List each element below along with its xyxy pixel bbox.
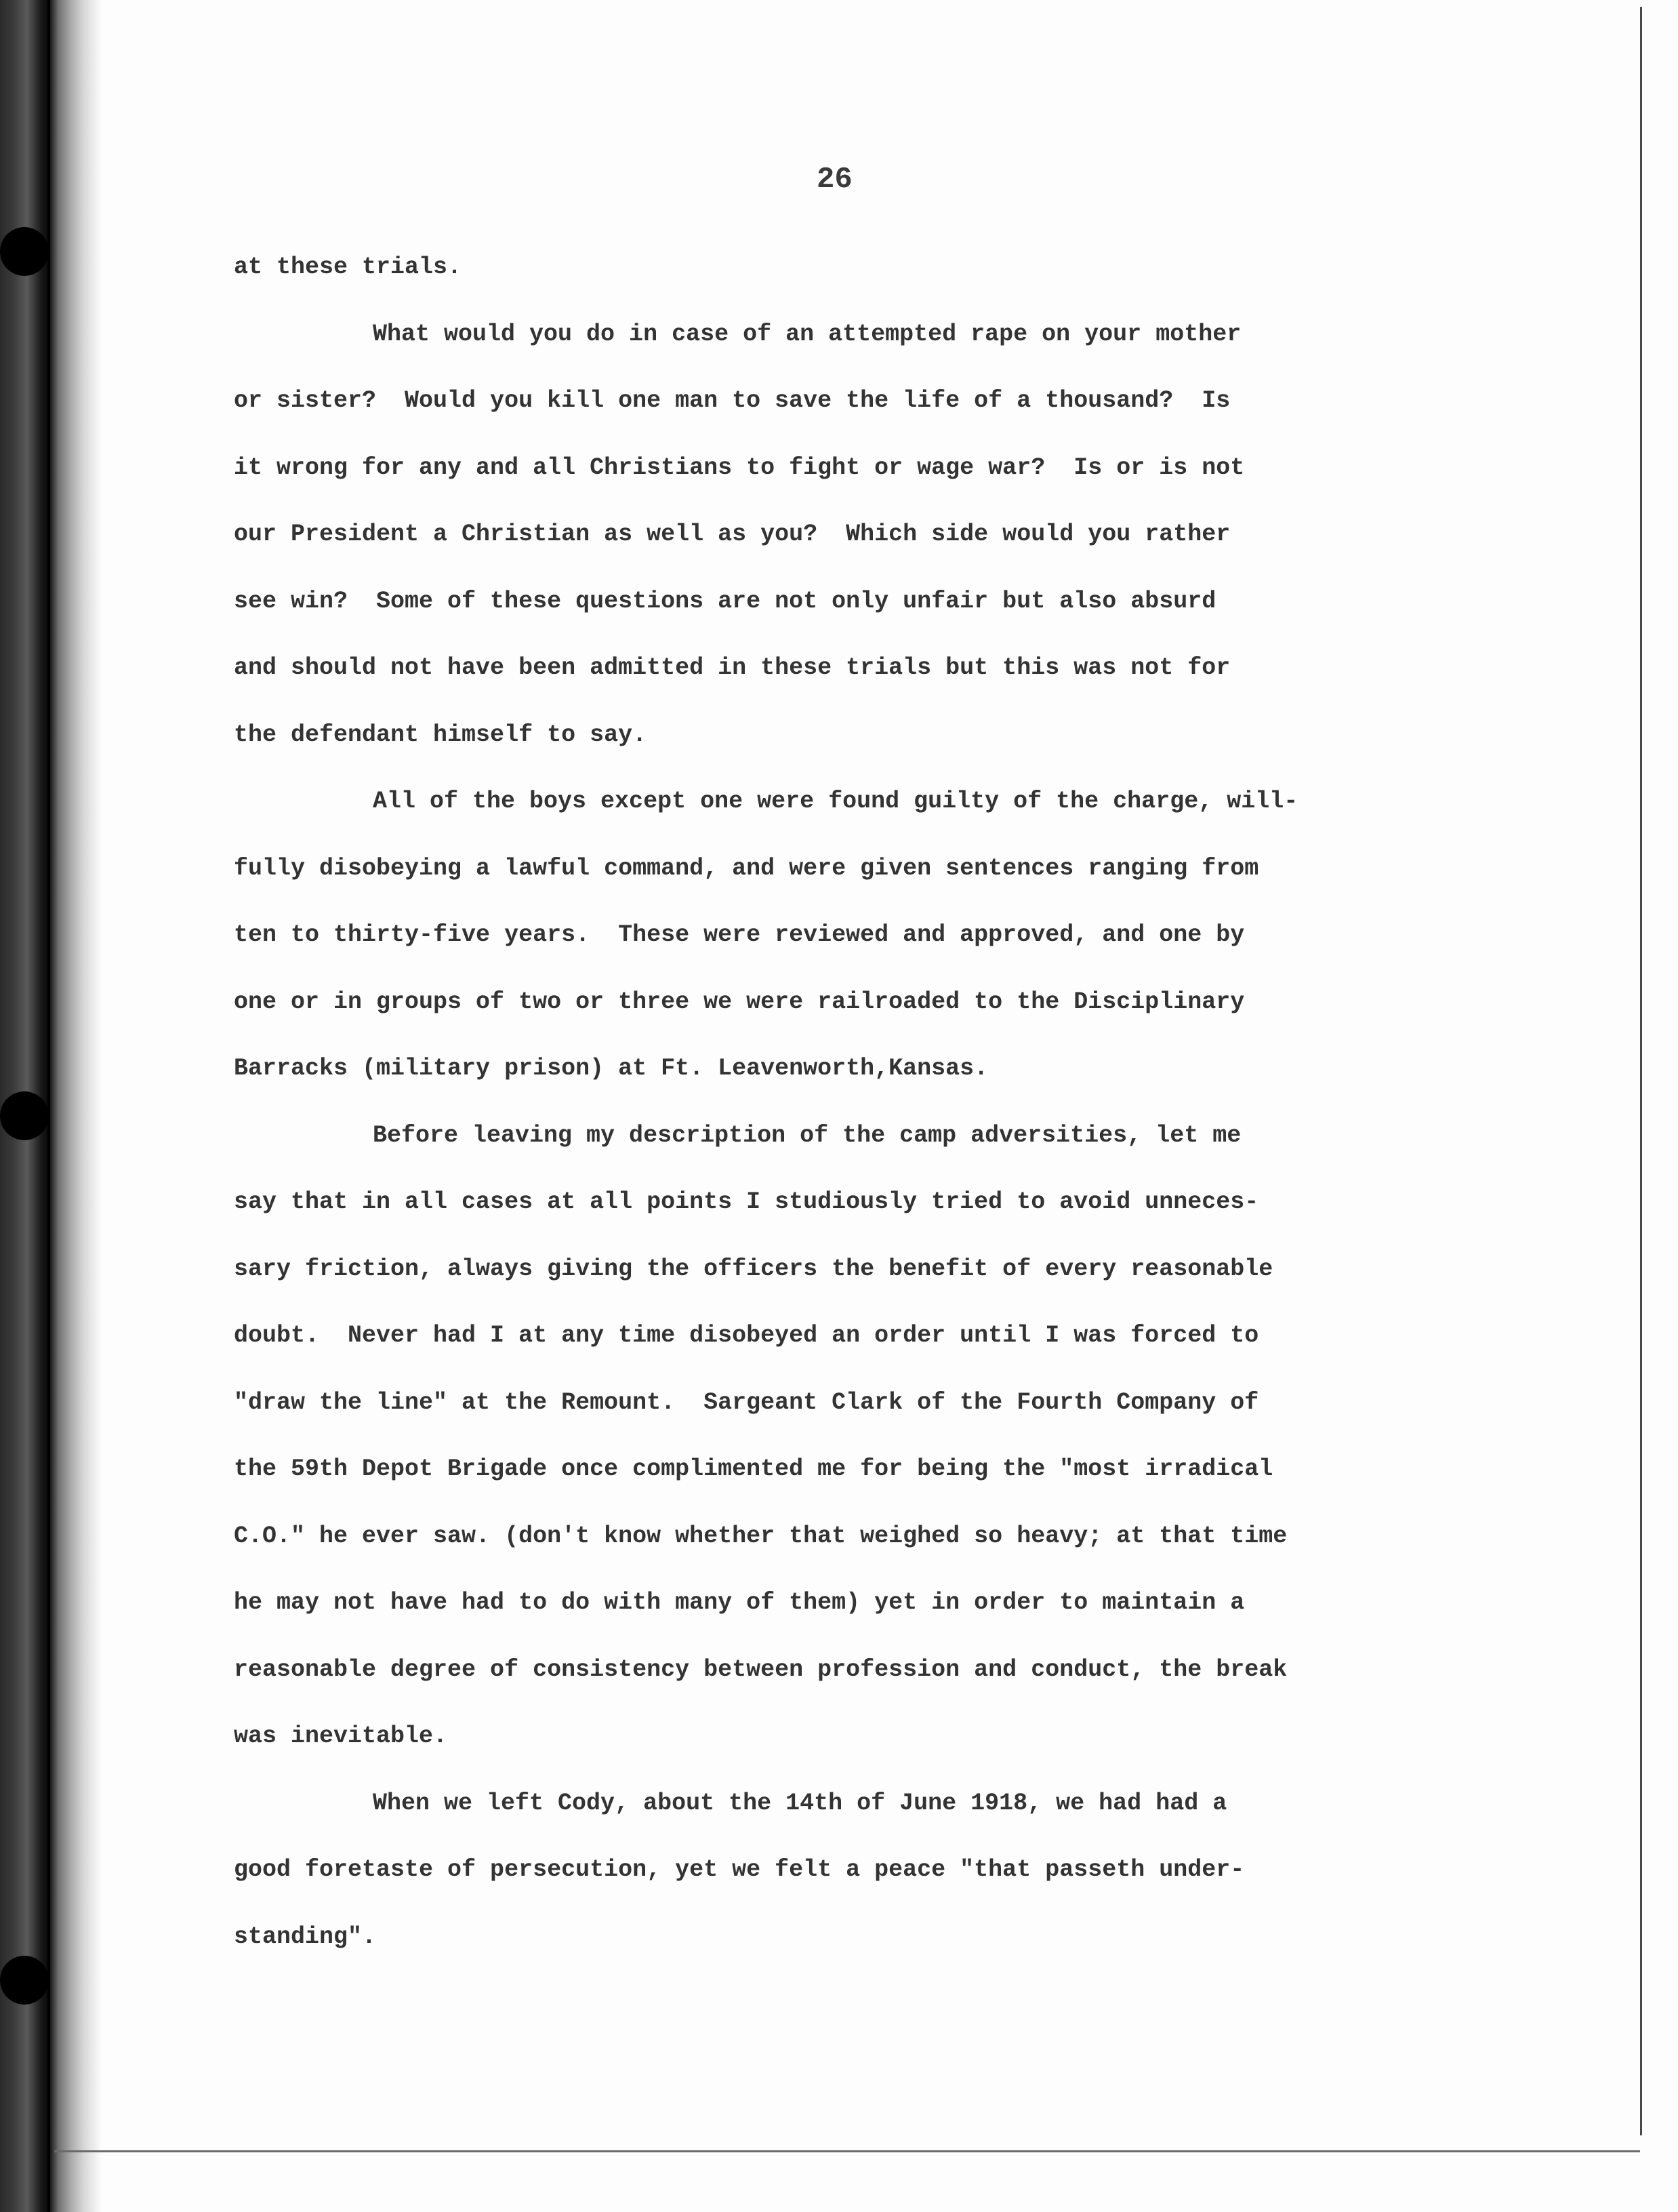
right-margin-rule bbox=[1640, 7, 1642, 2135]
text-line: sary friction, always giving the officers the benefit of every reasonable bbox=[234, 1255, 1273, 1283]
text-line: All of the boys except one were found guilty of the charge, will- bbox=[373, 788, 1298, 815]
text-line: reasonable degree of consistency between profession and conduct, the break bbox=[234, 1655, 1288, 1683]
text-line: fully disobeying a lawful command, and were given sentences ranging from bbox=[234, 854, 1259, 882]
text-line: he may not have had to do with many of them) yet in order to maintain a bbox=[234, 1589, 1245, 1616]
text-line: What would you do in case of an attempted rape on your mother bbox=[373, 320, 1242, 348]
text-line: or sister? Would you kill one man to save the life of a thousand? Is bbox=[234, 387, 1231, 414]
text-line: it wrong for any and all Christians to fight or wage war? Is or is not bbox=[234, 454, 1245, 481]
text-line: Barracks (military prison) at Ft. Leavenworth,Kansas. bbox=[234, 1055, 989, 1082]
text-line: was inevitable. bbox=[234, 1723, 448, 1750]
punch-hole-middle bbox=[0, 1091, 49, 1140]
text-line: our President a Christian as well as you? Which side would you rather bbox=[234, 521, 1231, 548]
text-line: When we left Cody, about the 14th of June 1918, we had had a bbox=[373, 1789, 1227, 1817]
bottom-margin-rule bbox=[54, 2150, 1640, 2152]
text-line: and should not have been admitted in these trials but this was not for bbox=[234, 654, 1231, 681]
text-line: "draw the line" at the Remount. Sargeant Clark of the Fourth Company of bbox=[234, 1388, 1259, 1416]
text-line: ten to thirty-five years. These were reviewed and approved, and one by bbox=[234, 921, 1245, 948]
text-line: the defendant himself to say. bbox=[234, 721, 647, 748]
text-line: Before leaving my description of the camp adversities, let me bbox=[373, 1121, 1242, 1149]
text-line: see win? Some of these questions are not only unfair but also absurd bbox=[234, 587, 1216, 615]
text-line: C.O." he ever saw. (don't know whether that weighed so heavy; at that time bbox=[234, 1522, 1288, 1550]
text-line: good foretaste of persecution, yet we felt a peace "that passeth under- bbox=[234, 1856, 1245, 1883]
text-line: say that in all cases at all points I studiously tried to avoid unneces- bbox=[234, 1188, 1259, 1215]
punch-hole-bottom bbox=[0, 1956, 49, 2005]
punch-hole-top bbox=[0, 227, 49, 276]
text-line: one or in groups of two or three we were railroaded to the Disciplinary bbox=[234, 988, 1245, 1015]
text-line: the 59th Depot Brigade once complimented me for being the "most irradical bbox=[234, 1455, 1273, 1483]
page-number: 26 bbox=[817, 163, 853, 197]
text-line: at these trials. bbox=[234, 254, 462, 281]
text-line: standing". bbox=[234, 1923, 377, 1950]
body-text bbox=[234, 234, 1521, 1970]
binding-edge-line bbox=[47, 0, 50, 2212]
text-line: doubt. Never had I at any time disobeyed an order until I was forced to bbox=[234, 1322, 1259, 1349]
